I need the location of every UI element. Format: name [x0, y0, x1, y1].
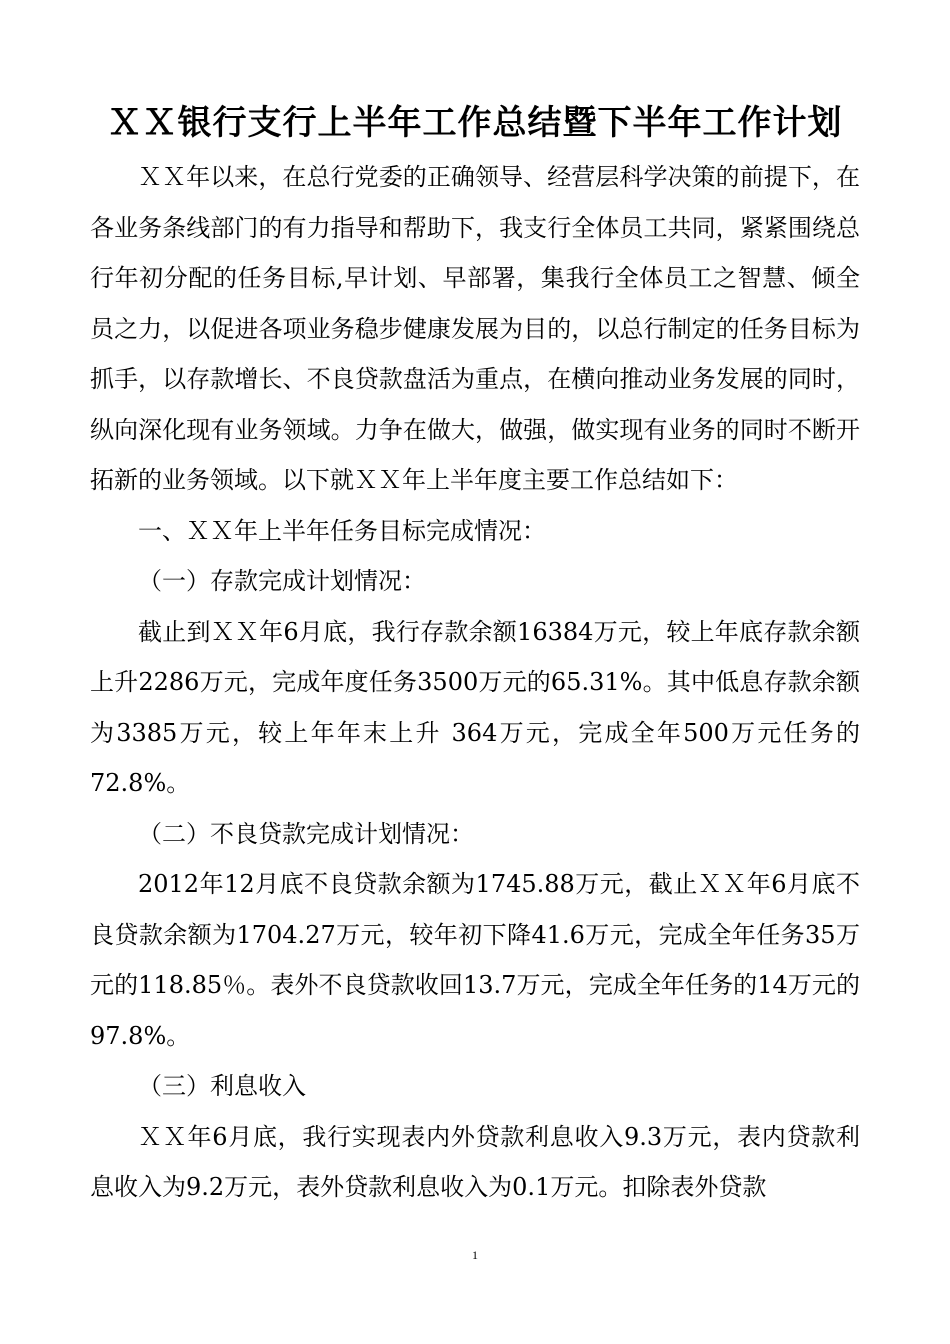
- page-number: 1: [472, 1248, 478, 1262]
- subsection-interest-paragraph: ＸＸ年6月底，我行实现表内外贷款利息收入9.3万元，表内贷款利息收入为9.2万元，表外贷款利息收入为0.1万元。扣除表外贷款: [90, 1122, 860, 1201]
- document-page: [90, 96, 860, 1213]
- subsection-deposit-heading: （一）存款完成计划情况：: [138, 567, 426, 595]
- subsection-deposit-paragraph: 截止到ＸＸ年6月底，我行存款余额16384万元，较上年底存款余额上升2286万元，完成年度任务3500万元的65.31%。其中低息存款余额为3385万元，较上年年末上升 364万元，完成全年500万元任务的72.8%。: [90, 617, 860, 797]
- intro-paragraph: ＸＸ年以来，在总行党委的正确领导、经营层科学决策的前提下，在各业务条线部门的有力指导和帮助下，我支行全体员工共同，紧紧围绕总行年初分配的任务目标,早计划、早部署，集我行全体员工之智慧、倾全员之力，以促进各项业务稳步健康发展为目的，以总行制定的任务目标为抓手，以存款增长、不良贷款盘活为重点，在横向推动业务发展的同时，纵向深化现有业务领域。力争在做大，做强，做实现有业务的同时不断开拓新的业务领域。以下就ＸＸ年上半年度主要工作总结如下：: [90, 163, 860, 494]
- section-1-heading: 一、ＸＸ年上半年任务目标完成情况：: [138, 516, 546, 545]
- subsection-bad-loans-heading: （二）不良贷款完成计划情况：: [138, 819, 474, 848]
- subsection-interest-heading: （三）利息收入: [138, 1072, 306, 1100]
- subsection-bad-loans-paragraph: 2012年12月底不良贷款余额为1745.88万元，截止ＸＸ年6月底不良贷款余额为1704.27万元，较年初下降41.6万元，完成全年任务35万元的118.85％。表外不良贷款收回13.7万元，完成全年任务的14万元的97.8%。: [90, 870, 860, 1050]
- document-title: ＸＸ银行支行上半年工作总结暨下半年工作计划: [107, 103, 843, 143]
